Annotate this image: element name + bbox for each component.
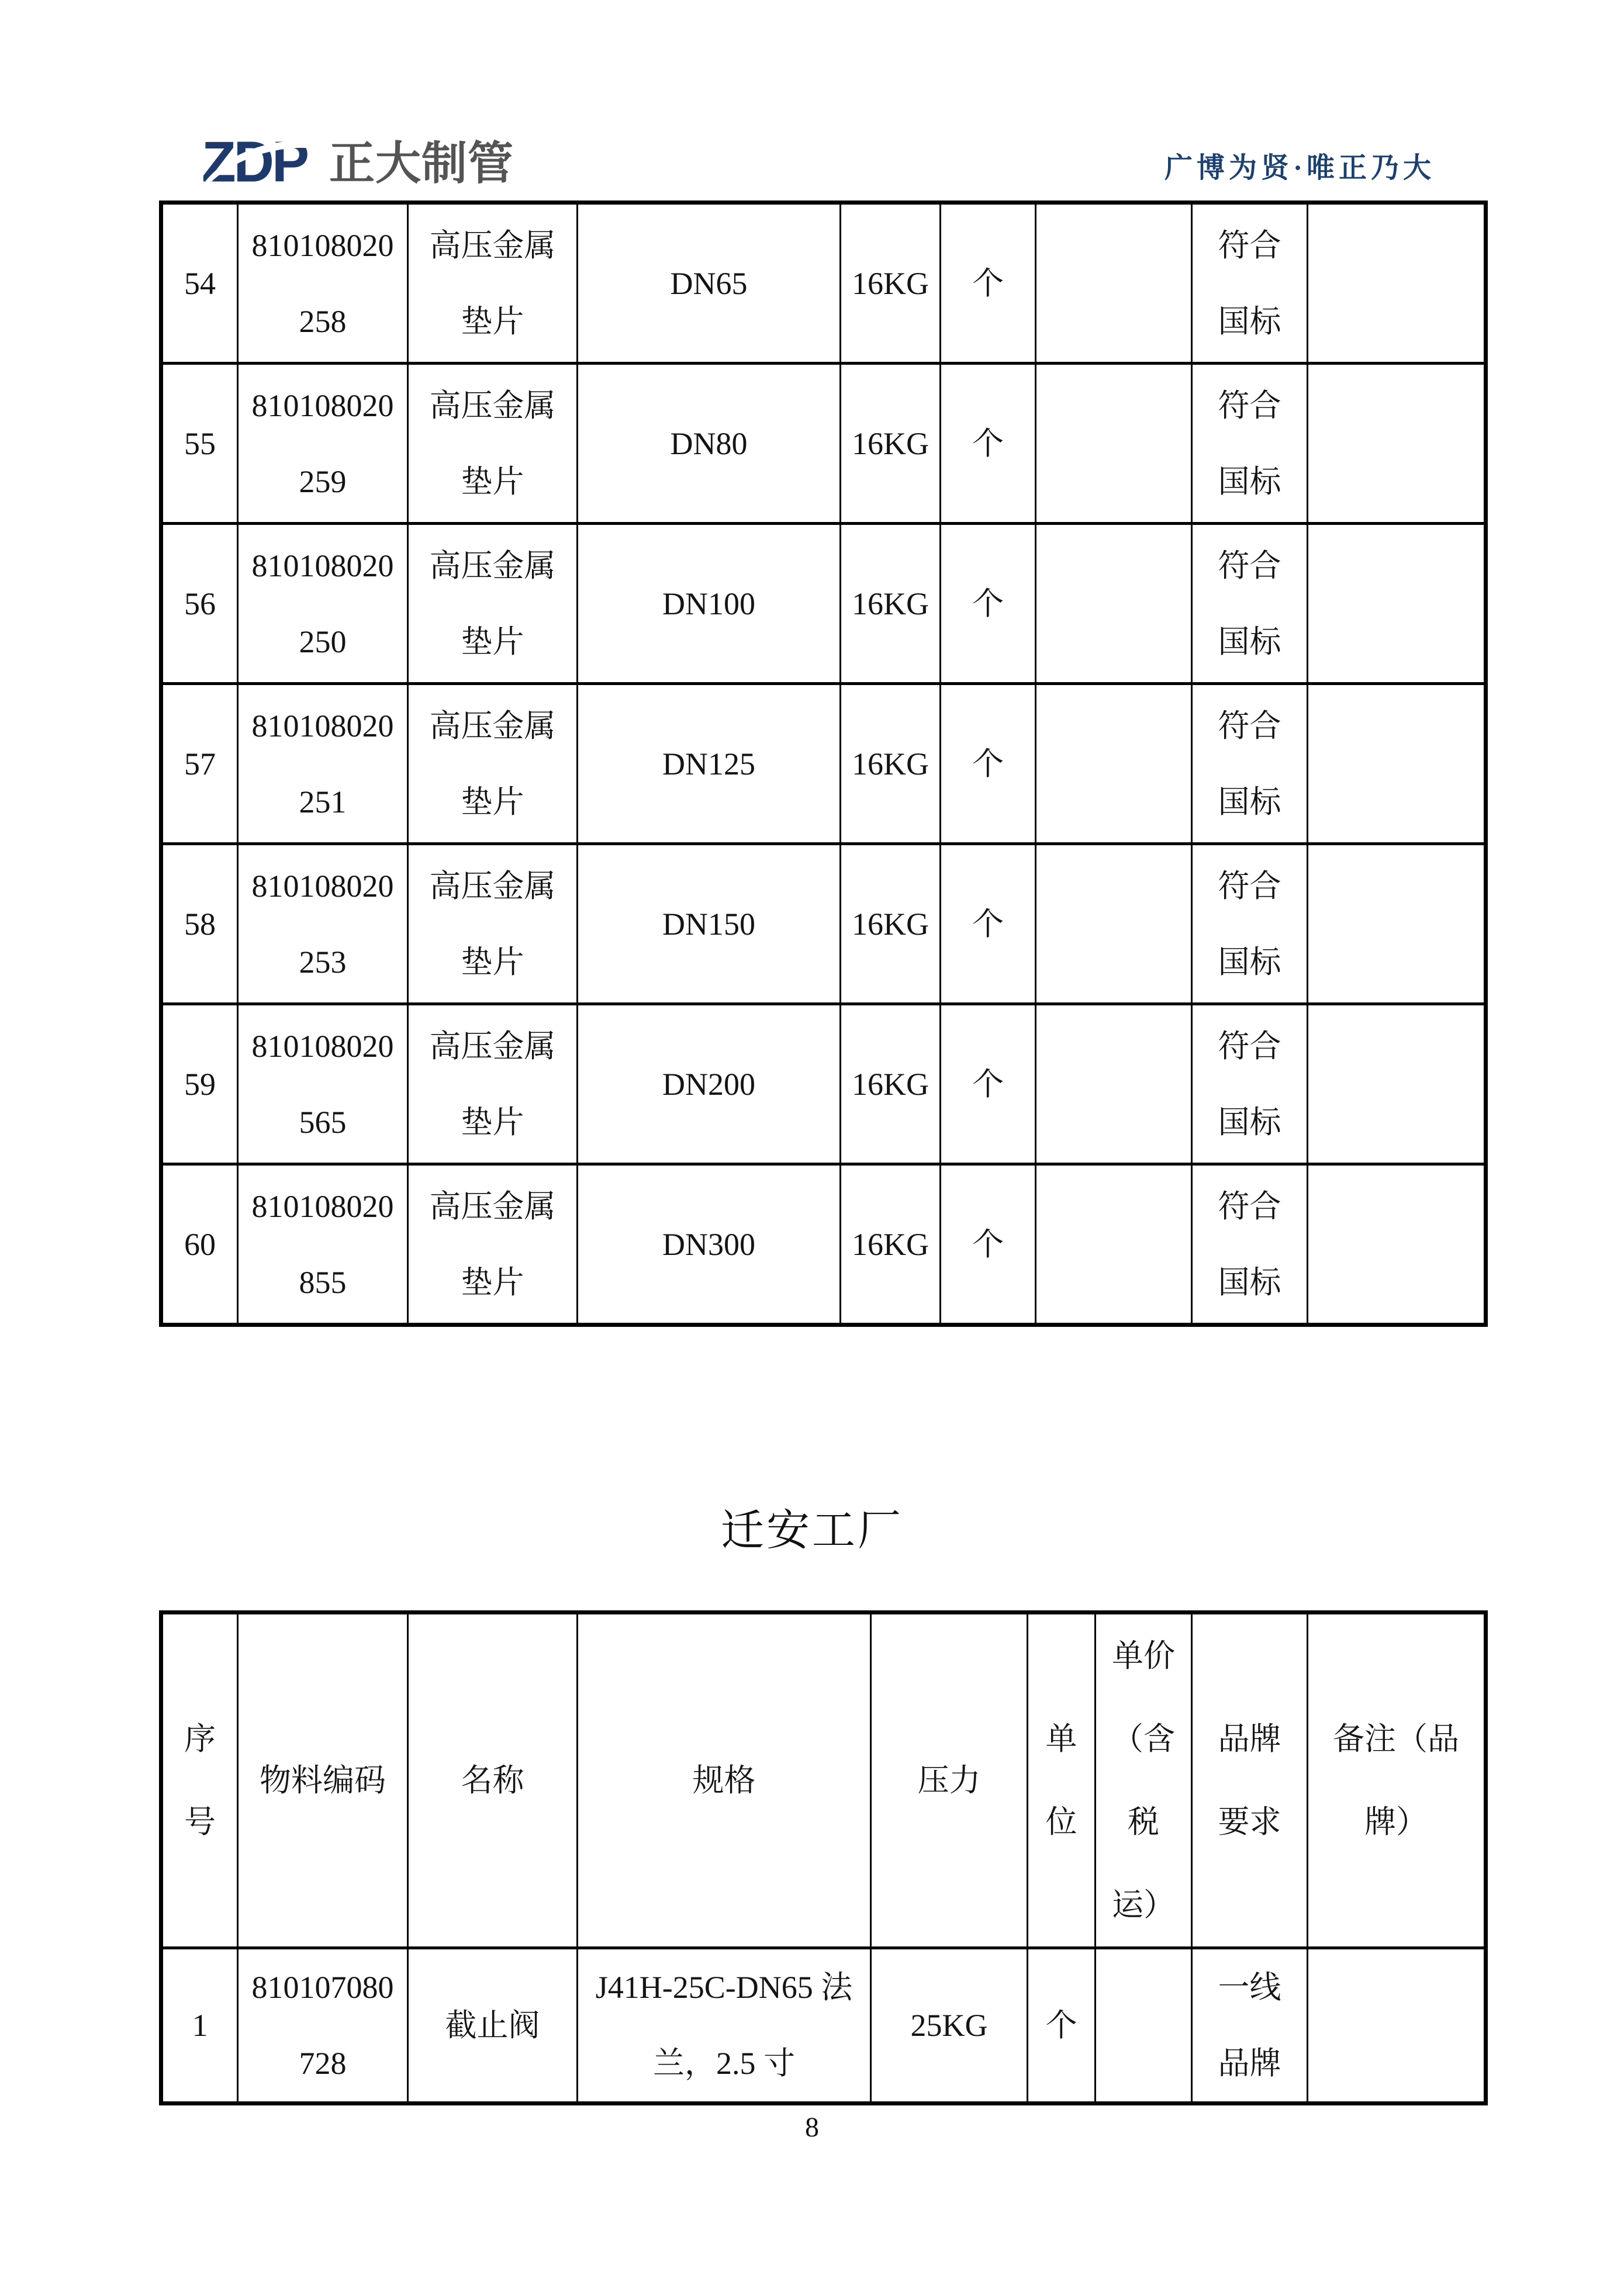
cell-pressure: 16KG bbox=[841, 1004, 941, 1164]
cell-code: 810108020250 bbox=[238, 524, 408, 684]
header-pressure: 压力 bbox=[871, 1613, 1028, 1948]
cell-pressure: 16KG bbox=[841, 1164, 941, 1325]
cell-pressure: 16KG bbox=[841, 844, 941, 1004]
cell-spec: J41H-25C-DN65 法兰，2.5 寸 bbox=[578, 1948, 871, 2104]
cell-spec: DN200 bbox=[578, 1004, 841, 1164]
cell-seq: 1 bbox=[161, 1948, 238, 2104]
cell-note bbox=[1308, 364, 1486, 524]
cell-name: 高压金属垫片 bbox=[408, 1164, 578, 1325]
table-row bbox=[161, 203, 1486, 364]
cell-spec: DN80 bbox=[578, 364, 841, 524]
gasket-table bbox=[159, 200, 1488, 1327]
cell-price bbox=[1096, 1948, 1192, 2104]
cell-seq: 57 bbox=[161, 684, 238, 844]
header-note: 备注（品牌） bbox=[1308, 1613, 1486, 1948]
company-logo bbox=[202, 130, 307, 195]
cell-unit: 个 bbox=[941, 684, 1036, 844]
header-code: 物料编码 bbox=[238, 1613, 408, 1948]
table-header-row bbox=[161, 1613, 1486, 1948]
company-slogan: 广博为贤·唯正乃大 bbox=[1164, 153, 1435, 184]
cell-brand: 一线品牌 bbox=[1192, 1948, 1308, 2104]
cell-spec: DN100 bbox=[578, 524, 841, 684]
header-unit: 单位 bbox=[1028, 1613, 1096, 1948]
cell-code: 810108020259 bbox=[238, 364, 408, 524]
table-row bbox=[161, 524, 1486, 684]
cell-note bbox=[1308, 684, 1486, 844]
cell-spec: DN65 bbox=[578, 203, 841, 364]
cell-name: 高压金属垫片 bbox=[408, 1004, 578, 1164]
cell-code: 810108020565 bbox=[238, 1004, 408, 1164]
cell-seq: 58 bbox=[161, 844, 238, 1004]
cell-code: 810107080728 bbox=[238, 1948, 408, 2104]
cell-code: 810108020855 bbox=[238, 1164, 408, 1325]
cell-price bbox=[1036, 844, 1192, 1004]
cell-unit: 个 bbox=[941, 844, 1036, 1004]
qianan-factory-table bbox=[159, 1610, 1488, 2105]
cell-note bbox=[1308, 524, 1486, 684]
cell-name: 高压金属垫片 bbox=[408, 203, 578, 364]
cell-pressure: 25KG bbox=[871, 1948, 1028, 2104]
table-row bbox=[161, 684, 1486, 844]
cell-note bbox=[1308, 1948, 1486, 2104]
cell-name: 高压金属垫片 bbox=[408, 684, 578, 844]
cell-note bbox=[1308, 1164, 1486, 1325]
cell-price bbox=[1036, 1004, 1192, 1164]
header-price: 单价（含税运） bbox=[1096, 1613, 1192, 1948]
cell-seq: 60 bbox=[161, 1164, 238, 1325]
cell-brand: 符合国标 bbox=[1192, 1164, 1308, 1325]
cell-spec: DN125 bbox=[578, 684, 841, 844]
cell-price bbox=[1036, 364, 1192, 524]
cell-pressure: 16KG bbox=[841, 684, 941, 844]
table-row bbox=[161, 1004, 1486, 1164]
cell-seq: 56 bbox=[161, 524, 238, 684]
cell-pressure: 16KG bbox=[841, 203, 941, 364]
cell-brand: 符合国标 bbox=[1192, 203, 1308, 364]
cell-unit: 个 bbox=[941, 524, 1036, 684]
cell-code: 810108020251 bbox=[238, 684, 408, 844]
header-seq: 序号 bbox=[161, 1613, 238, 1948]
cell-seq: 54 bbox=[161, 203, 238, 364]
cell-brand: 符合国标 bbox=[1192, 524, 1308, 684]
table-row bbox=[161, 1164, 1486, 1325]
cell-unit: 个 bbox=[941, 364, 1036, 524]
table-row bbox=[161, 1948, 1486, 2104]
cell-unit: 个 bbox=[941, 203, 1036, 364]
cell-spec: DN150 bbox=[578, 844, 841, 1004]
cell-price bbox=[1036, 203, 1192, 364]
cell-pressure: 16KG bbox=[841, 364, 941, 524]
cell-name: 高压金属垫片 bbox=[408, 844, 578, 1004]
cell-seq: 55 bbox=[161, 364, 238, 524]
zdp-logo-text: ZDP bbox=[202, 130, 307, 195]
cell-price bbox=[1036, 524, 1192, 684]
cell-note bbox=[1308, 844, 1486, 1004]
header-brand: 品牌要求 bbox=[1192, 1613, 1308, 1948]
cell-name: 高压金属垫片 bbox=[408, 524, 578, 684]
page-header bbox=[0, 0, 1624, 200]
cell-brand: 符合国标 bbox=[1192, 364, 1308, 524]
header-spec: 规格 bbox=[578, 1613, 871, 1948]
company-name: 正大制管 bbox=[329, 137, 514, 189]
cell-note bbox=[1308, 203, 1486, 364]
cell-name: 高压金属垫片 bbox=[408, 364, 578, 524]
cell-brand: 符合国标 bbox=[1192, 844, 1308, 1004]
cell-name: 截止阀 bbox=[408, 1948, 578, 2104]
cell-unit: 个 bbox=[1028, 1948, 1096, 2104]
cell-code: 810108020253 bbox=[238, 844, 408, 1004]
table-row bbox=[161, 364, 1486, 524]
cell-code: 810108020258 bbox=[238, 203, 408, 364]
cell-brand: 符合国标 bbox=[1192, 684, 1308, 844]
section-title: 迁安工厂 bbox=[721, 1507, 903, 1555]
cell-price bbox=[1036, 1164, 1192, 1325]
cell-pressure: 16KG bbox=[841, 524, 941, 684]
cell-seq: 59 bbox=[161, 1004, 238, 1164]
cell-unit: 个 bbox=[941, 1164, 1036, 1325]
header-name: 名称 bbox=[408, 1613, 578, 1948]
page-number: 8 bbox=[805, 2112, 819, 2143]
cell-spec: DN300 bbox=[578, 1164, 841, 1325]
cell-brand: 符合国标 bbox=[1192, 1004, 1308, 1164]
cell-note bbox=[1308, 1004, 1486, 1164]
cell-price bbox=[1036, 684, 1192, 844]
cell-unit: 个 bbox=[941, 1004, 1036, 1164]
table-row bbox=[161, 844, 1486, 1004]
